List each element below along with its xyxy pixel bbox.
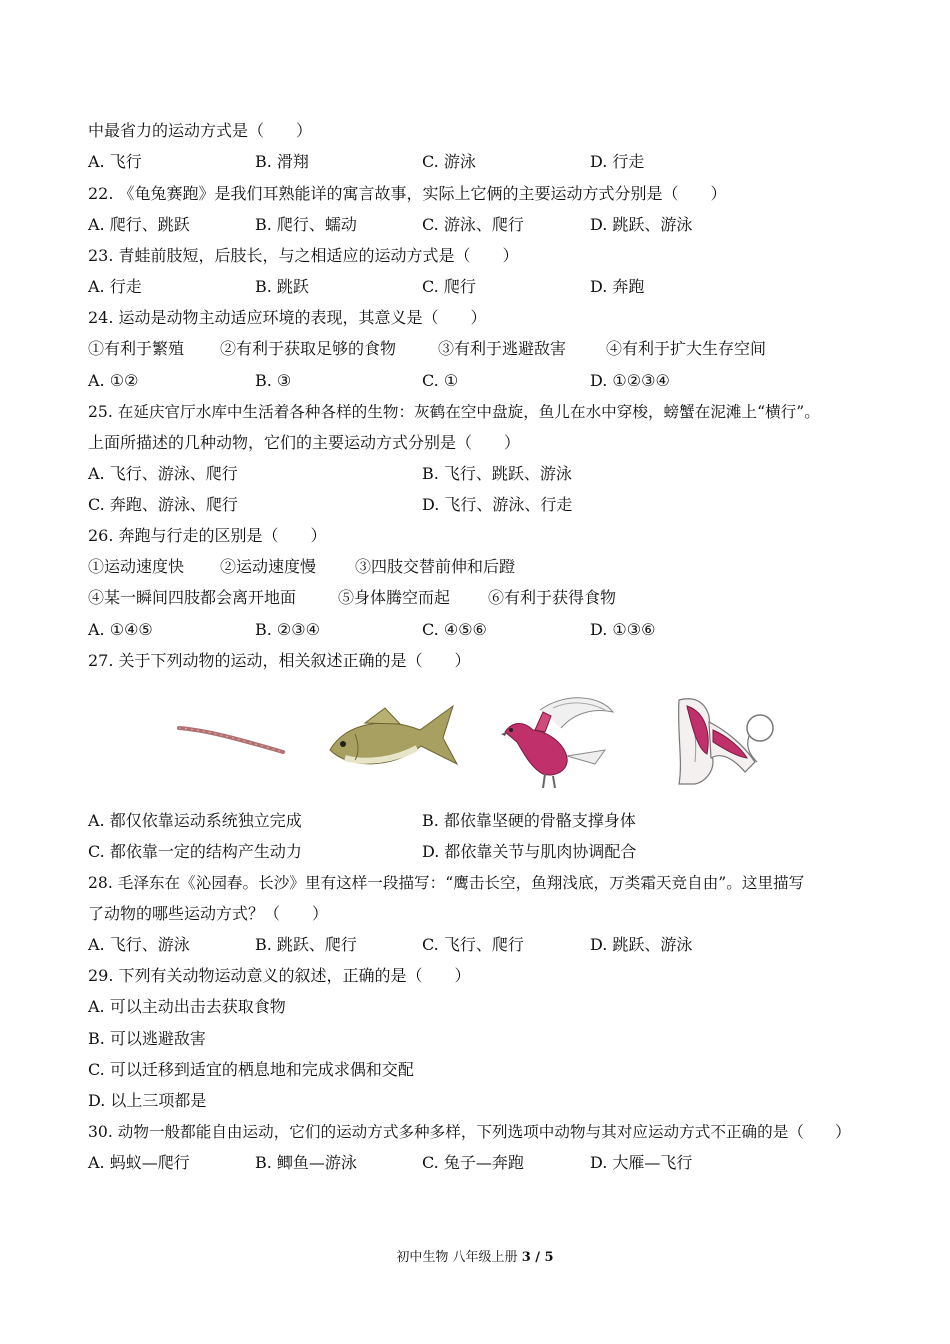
q27-option-b: B. 都依靠坚硬的骨骼支撑身体 <box>422 811 636 830</box>
q22-option-a: A. 爬行、跳跃 <box>88 215 190 234</box>
q26-option-a: A. ①④⑤ <box>88 620 153 639</box>
q28-option-a: A. 飞行、游泳 <box>88 935 190 954</box>
q30-option-a: A. 蚂蚁—爬行 <box>88 1153 190 1172</box>
bird-skeleton-image <box>495 690 620 790</box>
q25-option-d: D. 飞行、游泳、行走 <box>422 495 573 514</box>
q21-option-d: D. 行走 <box>590 152 645 171</box>
q28-option-d: D. 跳跃、游泳 <box>590 935 693 954</box>
q26-stem: 26. 奔跑与行走的区别是（ ） <box>88 526 327 545</box>
footer-text: 初中生物 八年级上册 <box>396 1250 522 1265</box>
q24-item-1: ①有利于繁殖 <box>88 339 185 358</box>
q24-option-b: B. ③ <box>255 371 292 390</box>
q30-option-c: C. 兔子—奔跑 <box>422 1153 524 1172</box>
q29-stem: 29. 下列有关动物运动意义的叙述，正确的是（ ） <box>88 966 471 985</box>
q21-option-c: C. 游泳 <box>422 152 476 171</box>
page-footer <box>0 1250 950 1266</box>
page-number: 3 / 5 <box>521 1250 554 1265</box>
q27-figures <box>160 690 800 790</box>
q26-item-3: ③四肢交替前伸和后蹬 <box>355 557 516 576</box>
q24-item-3: ③有利于逃避敌害 <box>438 339 567 358</box>
q22-option-c: C. 游泳、爬行 <box>422 215 524 234</box>
q26-item-6: ⑥有利于获得食物 <box>488 588 617 607</box>
q27-option-a: A. 都仅依靠运动系统独立完成 <box>88 811 302 830</box>
q23-option-c: C. 爬行 <box>422 277 476 296</box>
q25-stem-line1: 25. 在延庆官厅水库中生活着各种各样的生物：灰鹤在空中盘旋，鱼儿在水中穿梭，螃蟹在泥滩上“横行”。 <box>88 403 820 421</box>
q27-stem: 27. 关于下列动物的运动，相关叙述正确的是（ ） <box>88 651 471 670</box>
q28-option-b: B. 跳跃、爬行 <box>255 935 357 954</box>
q26-item-5: ⑤身体腾空而起 <box>338 588 451 607</box>
q26-item-4: ④某一瞬间四肢都会离开地面 <box>88 588 297 607</box>
q25-option-c: C. 奔跑、游泳、爬行 <box>88 495 238 514</box>
q22-option-b: B. 爬行、蠕动 <box>255 215 357 234</box>
q29-option-a: A. 可以主动出击去获取食物 <box>88 997 286 1016</box>
fish-image <box>325 698 460 778</box>
q23-option-d: D. 奔跑 <box>590 277 645 296</box>
q25-option-a: A. 飞行、游泳、爬行 <box>88 464 238 483</box>
q21-option-b: B. 滑翔 <box>255 152 309 171</box>
q26-option-d: D. ①③⑥ <box>590 620 656 639</box>
q26-item-1: ①运动速度快 <box>88 557 185 576</box>
q25-option-b: B. 飞行、跳跃、游泳 <box>422 464 572 483</box>
q22-option-d: D. 跳跃、游泳 <box>590 215 693 234</box>
q28-stem-line2: 了动物的哪些运动方式？（ ） <box>88 904 329 923</box>
q30-stem: 30. 动物一般都能自由运动，它们的运动方式多种多样，下列选项中动物与其对应运动方式不正确的是（ ） <box>88 1123 851 1141</box>
q29-option-b: B. 可以逃避敌害 <box>88 1029 206 1048</box>
q23-option-b: B. 跳跃 <box>255 277 309 296</box>
q22-stem: 22. 《龟兔赛跑》是我们耳熟能详的寓言故事，实际上它俩的主要运动方式分别是（ ） <box>88 184 727 203</box>
q26-option-b: B. ②③④ <box>255 620 320 639</box>
earthworm-image <box>175 720 290 760</box>
q27-option-c: C. 都依靠一定的结构产生动力 <box>88 842 302 861</box>
q23-stem: 23. 青蛙前肢短，后肢长，与之相适应的运动方式是（ ） <box>88 246 519 265</box>
arm-muscle-image <box>665 692 775 788</box>
q25-stem-line2: 上面所描述的几种动物，它们的主要运动方式分别是（ ） <box>88 433 521 452</box>
q29-option-c: C. 可以迁移到适宜的栖息地和完成求偶和交配 <box>88 1060 414 1079</box>
q30-option-b: B. 鲫鱼—游泳 <box>255 1153 357 1172</box>
q28-stem-line1: 28. 毛泽东在《沁园春。长沙》里有这样一段描写：“鹰击长空，鱼翔浅底，万类霜天竞自由”。这里描写 <box>88 874 805 892</box>
q28-option-c: C. 飞行、爬行 <box>422 935 524 954</box>
q24-item-2: ②有利于获取足够的食物 <box>220 339 397 358</box>
q24-option-c: C. ① <box>422 371 459 390</box>
q26-item-2: ②运动速度慢 <box>220 557 317 576</box>
q23-option-a: A. 行走 <box>88 277 142 296</box>
q27-option-d: D. 都依靠关节与肌肉协调配合 <box>422 842 637 861</box>
q29-option-d: D. 以上三项都是 <box>88 1091 207 1110</box>
q24-option-d: D. ①②③④ <box>590 371 670 390</box>
q24-option-a: A. ①② <box>88 371 139 390</box>
q26-option-c: C. ④⑤⑥ <box>422 620 487 639</box>
q24-stem: 24. 运动是动物主动适应环境的表现，其意义是（ ） <box>88 308 487 327</box>
q21-stem-tail: 中最省力的运动方式是（ ） <box>88 121 313 140</box>
q24-item-4: ④有利于扩大生存空间 <box>606 339 767 358</box>
q21-option-a: A. 飞行 <box>88 152 142 171</box>
q30-option-d: D. 大雁—飞行 <box>590 1153 693 1172</box>
